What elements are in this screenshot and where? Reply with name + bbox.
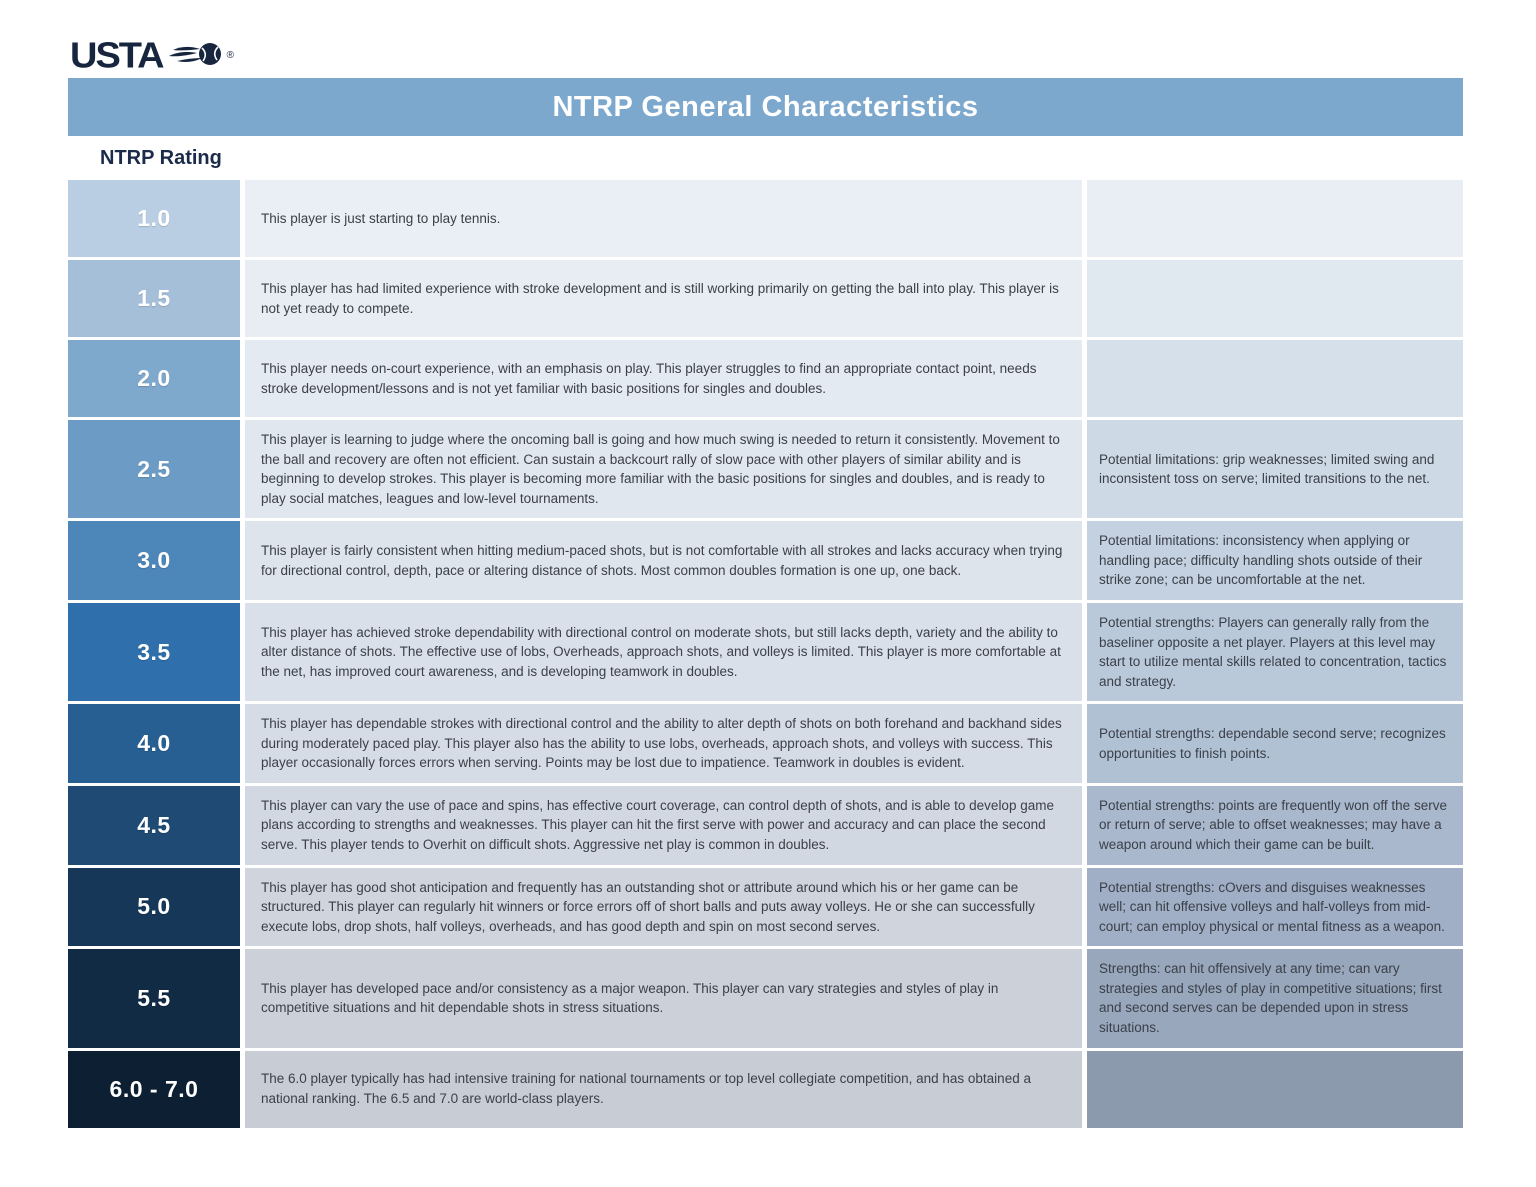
- ntrp-rating-label: NTRP Rating: [100, 147, 222, 169]
- registered-mark: ®: [226, 50, 234, 61]
- usta-logo: [70, 36, 234, 75]
- description-cell: This player has developed pace and/or consistency as a major weapon. This player can vary strategies and styles of play in competitive situations and hit dependable shots in stress situations.: [245, 949, 1082, 1047]
- description-cell: This player has achieved stroke dependability with directional control on moderate shots, but still lacks depth, variety and the ability to alter distance of shots. The effective use of lobs, Overheads, approach shots, and volleys is limited. This player is more comfortable at the net, has improved court awareness, and is developing teamwork in doubles.: [245, 603, 1082, 701]
- notes-cell: Potential strengths: dependable second serve; recognizes opportunities to finish points.: [1087, 704, 1463, 783]
- notes-cell: [1087, 1051, 1463, 1128]
- notes-cell: [1087, 180, 1463, 257]
- ntrp-table: [68, 180, 1463, 1128]
- description-cell: This player needs on-court experience, with an emphasis on play. This player struggles to find an appropriate contact point, needs stroke development/lessons and is not yet familiar with basic positions for singles and doubles.: [245, 340, 1082, 417]
- description-cell: This player can vary the use of pace and spins, has effective court coverage, can control depth of shots, and is able to develop game plans according to strengths and weaknesses. This player can hit the first serve with power and accuracy and can place the second serve. This player tends to Overhit on difficult shots. Aggressive net play is common in doubles.: [245, 786, 1082, 865]
- description-cell: This player has dependable strokes with directional control and the ability to alter depth of shots on both forehand and backhand sides during moderately paced play. This player also has the ability to use lobs, overheads, approach shots, and volleys with success. This player occasionally forces errors when serving. Points may be lost due to impatience. Teamwork in doubles is evident.: [245, 704, 1082, 783]
- description-cell: This player is learning to judge where the oncoming ball is going and how much swing is needed to return it consistently. Movement to the ball and recovery are often not efficient. Can sustain a backcourt rally of slow pace with other players of similar ability and is beginning to develop strokes. This player is becoming more familiar with the basic positions for singles and doubles, and is ready to play social matches, leagues and low-level tournaments.: [245, 420, 1082, 518]
- rating-cell: 2.5: [68, 420, 240, 518]
- page-title: NTRP General Characteristics: [552, 90, 979, 123]
- notes-cell: Potential strengths: points are frequently won off the serve or return of serve; able to offset weaknesses; may have a weapon around which their game can be built.: [1087, 786, 1463, 865]
- notes-cell: Potential limitations: grip weaknesses; limited swing and inconsistent toss on serve; limited transitions to the net.: [1087, 420, 1463, 518]
- rating-cell: 2.0: [68, 340, 240, 417]
- notes-cell: [1087, 340, 1463, 417]
- rating-cell: 3.5: [68, 603, 240, 701]
- rating-cell: 5.0: [68, 868, 240, 947]
- title-band: [68, 78, 1463, 136]
- tennis-ball-flame-icon: [167, 36, 225, 75]
- notes-cell: Potential strengths: Players can generally rally from the baseliner opposite a net player. Players at this level may start to utilize mental skills related to concentration, tactics and strategy.: [1087, 603, 1463, 701]
- rating-cell: 4.5: [68, 786, 240, 865]
- rating-cell: 3.0: [68, 521, 240, 600]
- notes-cell: Potential strengths: cOvers and disguises weaknesses well; can hit offensive volleys and half-volleys from mid-court; can employ physical or mental fitness as a weapon.: [1087, 868, 1463, 947]
- rating-cell: 5.5: [68, 949, 240, 1047]
- usta-logo-text: USTA: [70, 35, 163, 76]
- rating-cell: 4.0: [68, 704, 240, 783]
- rating-cell: 6.0 - 7.0: [68, 1051, 240, 1128]
- notes-cell: [1087, 260, 1463, 337]
- notes-cell: Potential limitations: inconsistency when applying or handling pace; difficulty handling shots outside of their strike zone; can be uncomfortable at the net.: [1087, 521, 1463, 600]
- rating-cell: 1.0: [68, 180, 240, 257]
- description-cell: This player has had limited experience with stroke development and is still working primarily on getting the ball into play. This player is not yet ready to compete.: [245, 260, 1082, 337]
- description-cell: This player has good shot anticipation and frequently has an outstanding shot or attribute around which his or her game can be structured. This player can regularly hit winners or force errors off of short balls and puts away volleys. He or she can successfully execute lobs, drop shots, half volleys, overheads, and has good depth and spin on most second serves.: [245, 868, 1082, 947]
- rating-cell: 1.5: [68, 260, 240, 337]
- description-cell: This player is just starting to play tennis.: [245, 180, 1082, 257]
- description-cell: The 6.0 player typically has had intensive training for national tournaments or top level collegiate competition, and has obtained a national ranking. The 6.5 and 7.0 are world-class players.: [245, 1051, 1082, 1128]
- notes-cell: Strengths: can hit offensively at any time; can vary strategies and styles of play in competitive situations; first and second serves can be depended upon in stress situations.: [1087, 949, 1463, 1047]
- description-cell: This player is fairly consistent when hitting medium-paced shots, but is not comfortable with all strokes and lacks accuracy when trying for directional control, depth, pace or altering distance of shots. Most common doubles formation is one up, one back.: [245, 521, 1082, 600]
